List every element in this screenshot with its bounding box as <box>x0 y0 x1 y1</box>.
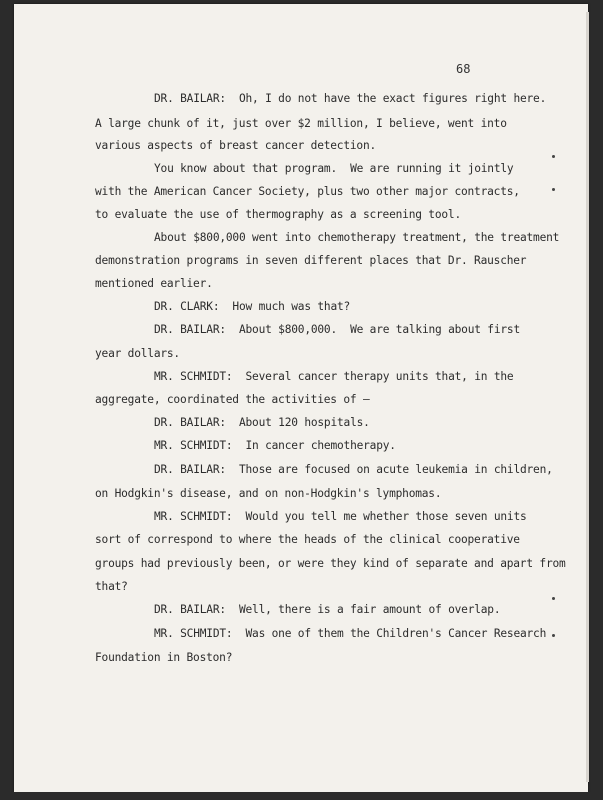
page-number: 68 <box>456 62 471 76</box>
transcript-line: You know about that program. We are running it jointly <box>154 162 514 175</box>
transcript-line: DR. CLARK: How much was that? <box>154 300 351 313</box>
page-edge <box>586 12 589 782</box>
transcript-line: MR. SCHMIDT: In cancer chemotherapy. <box>154 439 396 452</box>
transcript-line: year dollars. <box>95 347 180 360</box>
transcript-line: groups had previously been, or were they kind of separate and apart from <box>95 557 566 570</box>
margin-mark <box>552 597 555 600</box>
transcript-line: that? <box>95 580 128 593</box>
transcript-line: About $800,000 went into chemotherapy treatment, the treatment <box>154 231 560 244</box>
transcript-line: DR. BAILAR: Those are focused on acute leukemia in children, <box>154 463 553 476</box>
transcript-line: DR. BAILAR: Oh, I do not have the exact figures right here. <box>154 92 547 105</box>
transcript-line: various aspects of breast cancer detection. <box>95 139 377 152</box>
transcript-line: DR. BAILAR: Well, there is a fair amount of overlap. <box>154 603 501 616</box>
transcript-line: with the American Cancer Society, plus two other major contracts, <box>95 185 520 198</box>
transcript-line: MR. SCHMIDT: Several cancer therapy units that, in the <box>154 370 514 383</box>
margin-mark <box>552 155 555 158</box>
transcript-line: MR. SCHMIDT: Would you tell me whether those seven units <box>154 510 527 523</box>
transcript-line: demonstration programs in seven different places that Dr. Rauscher <box>95 254 527 267</box>
transcript-line: aggregate, coordinated the activities of — <box>95 393 370 406</box>
scan-border <box>0 792 603 800</box>
transcript-line: on Hodgkin's disease, and on non-Hodgkin's lymphomas. <box>95 487 442 500</box>
transcript-line: DR. BAILAR: About $800,000. We are talking about first <box>154 323 520 336</box>
transcript-line: MR. SCHMIDT: Was one of them the Children's Cancer Research <box>154 627 547 640</box>
transcript-line: sort of correspond to where the heads of the clinical cooperative <box>95 533 520 546</box>
transcript-line: mentioned earlier. <box>95 277 213 290</box>
transcript-line: Foundation in Boston? <box>95 651 233 664</box>
margin-mark <box>552 634 555 637</box>
transcript-line: DR. BAILAR: About 120 hospitals. <box>154 416 370 429</box>
transcript-line: A large chunk of it, just over $2 million, I believe, went into <box>95 117 507 130</box>
margin-mark <box>552 188 555 191</box>
transcript-line: to evaluate the use of thermography as a screening tool. <box>95 208 461 221</box>
